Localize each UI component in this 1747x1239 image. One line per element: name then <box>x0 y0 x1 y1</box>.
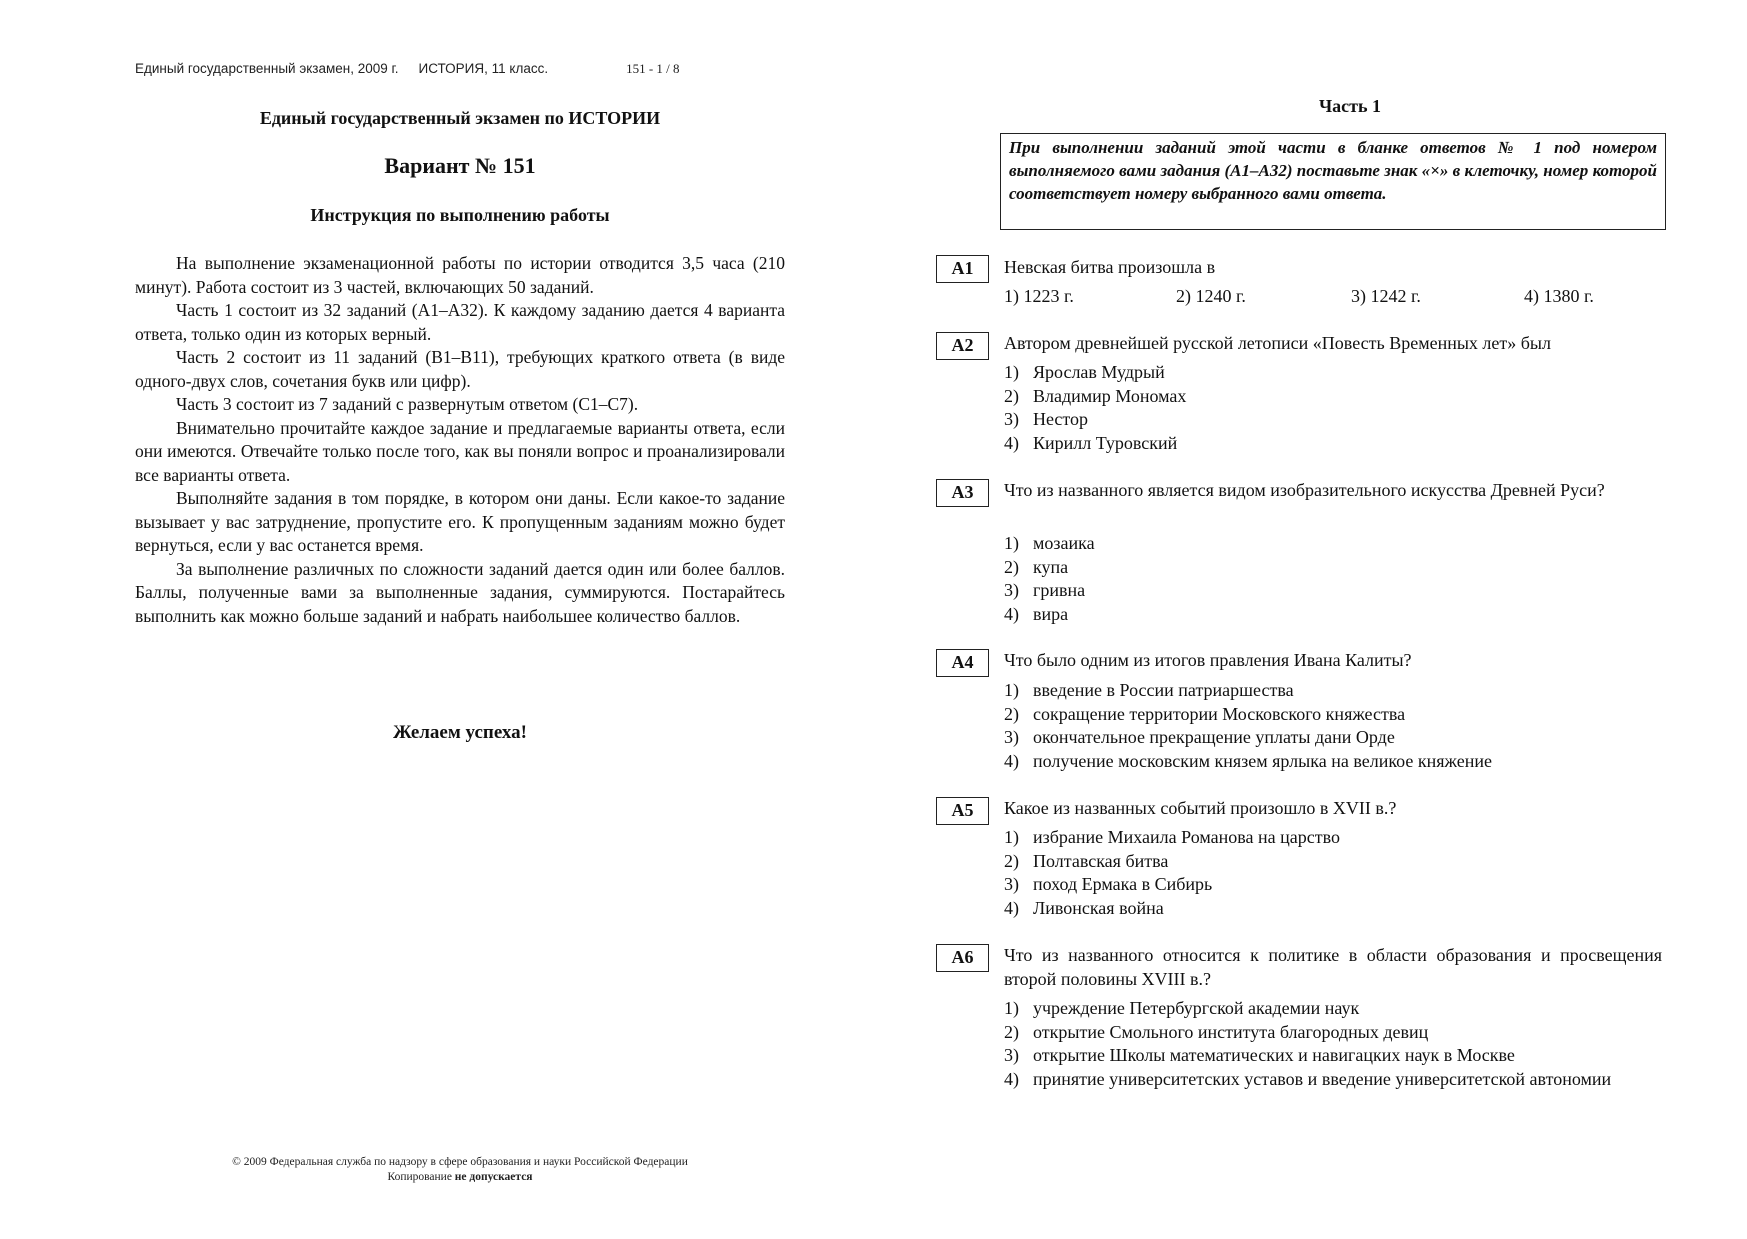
instructions-paragraph: Часть 3 состоит из 7 заданий с развернутым ответом (С1–С7). <box>176 394 639 414</box>
question-text: Что из названного является видом изобразительного искусства Древней Руси? <box>1004 480 1605 500</box>
option-text: 1240 г. <box>1195 286 1246 306</box>
question-label: А5 <box>936 797 989 825</box>
question-label: А4 <box>936 649 989 677</box>
answer-options <box>1004 532 1630 626</box>
option-text: открытие Смольного института благородных девиц <box>1033 1021 1429 1042</box>
answer-option <box>1004 826 1630 850</box>
answer-option <box>1004 750 1630 774</box>
option-number: 2) <box>1004 385 1019 406</box>
option-number: 2) <box>1176 286 1191 306</box>
option-text: купа <box>1033 556 1069 577</box>
option-text: вира <box>1033 603 1069 624</box>
question-label: А6 <box>936 944 989 972</box>
option-number: 3) <box>1004 1045 1019 1065</box>
option-number: 3) <box>1004 874 1019 894</box>
question-text: Что из названного относится к политике в области образования и просвещения второй половины XVIII в.? <box>1004 945 1662 989</box>
answer-options <box>1004 997 1630 1091</box>
option-number: 1) <box>1004 998 1019 1018</box>
option-number: 1) <box>1004 286 1019 306</box>
answer-option <box>1004 1068 1630 1092</box>
answer-options <box>1004 361 1630 455</box>
header-exam: Единый государственный экзамен, 2009 г. <box>135 61 399 76</box>
answer-option <box>1004 1021 1630 1045</box>
option-number: 4) <box>1004 1068 1019 1089</box>
option-text: мозаика <box>1033 533 1095 553</box>
answer-option <box>1004 579 1630 603</box>
option-number: 2) <box>1004 556 1019 577</box>
answer-option <box>1004 873 1630 897</box>
answer-option <box>1004 286 1074 307</box>
option-number: 4) <box>1004 603 1019 624</box>
option-text: Ярослав Мудрый <box>1033 362 1165 382</box>
instructions-title: Инструкция по выполнению работы <box>310 205 610 225</box>
answer-option <box>1524 286 1594 307</box>
option-number: 2) <box>1004 1021 1019 1042</box>
option-text: Полтавская битва <box>1033 850 1169 871</box>
question-text: Что было одним из итогов правления Ивана Калиты? <box>1004 650 1412 670</box>
option-number: 3) <box>1004 727 1019 747</box>
copying-notice-bold: не допускается <box>454 1171 533 1183</box>
option-number: 1) <box>1004 827 1019 847</box>
exam-title: Единый государственный экзамен по ИСТОРИИ <box>259 108 661 128</box>
answer-option <box>1004 603 1630 627</box>
option-number: 1) <box>1004 362 1019 382</box>
instructions-paragraph: Внимательно прочитайте каждое задание и предлагаемые варианты ответа, если они имеются. Отвечайте только после того, как вы поняли вопрос и проанализировали все варианты ответа. <box>135 417 785 485</box>
answer-option <box>1004 1044 1630 1068</box>
option-number: 3) <box>1004 580 1019 600</box>
answer-option <box>1351 286 1421 307</box>
option-text: учреждение Петербургской академии наук <box>1033 998 1360 1018</box>
answer-option <box>1004 726 1630 750</box>
option-text: Нестор <box>1033 409 1089 429</box>
option-text: поход Ермака в Сибирь <box>1033 874 1213 894</box>
option-text: окончательное прекращение уплаты дани Орде <box>1033 727 1395 747</box>
answer-option <box>1004 850 1630 874</box>
answer-option <box>1004 432 1630 456</box>
option-number: 4) <box>1524 286 1539 306</box>
answer-option <box>1004 897 1630 921</box>
instructions-text <box>135 252 785 628</box>
answer-options <box>1004 679 1630 773</box>
good-luck-text: Желаем успеха! <box>393 722 527 743</box>
header-page-number: 151 - 1 / 8 <box>626 61 680 76</box>
copying-notice <box>135 1171 785 1183</box>
question-label: А3 <box>936 479 989 507</box>
question-text: Какое из названных событий произошло в XVII в.? <box>1004 798 1397 818</box>
answer-option <box>1004 703 1630 727</box>
instructions-paragraph: За выполнение различных по сложности заданий дается один или более баллов. Баллы, полученные вами за выполненные задания, суммируются. Постарайтесь выполнить как можно больше заданий и набрать наибольшее количество баллов. <box>135 558 785 626</box>
option-number: 3) <box>1351 286 1366 306</box>
header-subject: ИСТОРИЯ, 11 класс. <box>418 61 549 76</box>
option-text: сокращение территории Московского княжества <box>1033 703 1406 724</box>
option-text: Владимир Мономах <box>1033 385 1187 406</box>
answer-option <box>1004 532 1630 556</box>
option-text: принятие университетских уставов и введение университетской автономии <box>1033 1068 1612 1089</box>
answer-options-row <box>1004 286 1662 310</box>
answer-option <box>1004 361 1630 385</box>
question-text: Автором древнейшей русской летописи «Повесть Временных лет» был <box>1004 333 1552 353</box>
option-text: 1380 г. <box>1543 286 1594 306</box>
copying-notice-prefix: Копирование <box>387 1171 455 1183</box>
option-number: 4) <box>1004 897 1019 918</box>
option-text: введение в России патриаршества <box>1033 680 1294 700</box>
answer-option <box>1004 408 1630 432</box>
option-text: 1242 г. <box>1370 286 1421 306</box>
part-title: Часть 1 <box>1318 96 1382 116</box>
answer-option <box>1004 997 1630 1021</box>
answer-options <box>1004 826 1630 920</box>
variant-title: Вариант № 151 <box>384 153 536 178</box>
option-number: 2) <box>1004 703 1019 724</box>
answer-option <box>1176 286 1246 307</box>
option-text: получение московским князем ярлыка на великое княжение <box>1033 750 1492 771</box>
option-text: избрание Михаила Романова на царство <box>1033 827 1340 847</box>
option-text: открытие Школы математических и навигацких наук в Москве <box>1033 1045 1515 1065</box>
option-text: Кирилл Туровский <box>1033 432 1178 453</box>
option-text: гривна <box>1033 580 1086 600</box>
instructions-paragraph: Часть 2 состоит из 11 заданий (В1–В11), требующих краткого ответа (в виде одного-двух слов, сочетания букв или цифр). <box>135 347 785 391</box>
answer-option <box>1004 679 1630 703</box>
copyright-line: © 2009 Федеральная служба по надзору в сфере образования и науки Российской Федерации <box>232 1156 688 1168</box>
instructions-paragraph: Выполняйте задания в том порядке, в котором они даны. Если какое-то задание вызывает у вас затруднение, пропустите его. К пропущенным заданиям можно будет вернуться, если у вас останется время. <box>135 488 785 555</box>
question-text: Невская битва произошла в <box>1004 257 1216 277</box>
option-text: Ливонская война <box>1033 897 1164 918</box>
option-number: 4) <box>1004 750 1019 771</box>
part-instruction-box: При выполнении заданий этой части в бланке ответов № 1 под номером выполняемого вами задания (А1–А32) поставьте знак «×» в клеточку, номер которой соответствует номеру выбранного вами ответа. <box>1000 133 1666 230</box>
answer-option <box>1004 556 1630 580</box>
instructions-paragraph: На выполнение экзаменационной работы по истории отводится 3,5 часа (210 минут). Работа состоит из 3 частей, включающих 50 заданий. <box>135 253 785 297</box>
option-text: 1223 г. <box>1023 286 1074 306</box>
option-number: 4) <box>1004 432 1019 453</box>
option-number: 3) <box>1004 409 1019 429</box>
option-number: 1) <box>1004 680 1019 700</box>
question-label: А2 <box>936 332 989 360</box>
option-number: 2) <box>1004 850 1019 871</box>
question-label: А1 <box>936 255 989 283</box>
instructions-paragraph: Часть 1 состоит из 32 заданий (А1–А32). К каждому заданию дается 4 варианта ответа, только один из которых верный. <box>135 300 785 344</box>
page-header <box>135 61 680 77</box>
option-number: 1) <box>1004 533 1019 553</box>
answer-option <box>1004 385 1630 409</box>
